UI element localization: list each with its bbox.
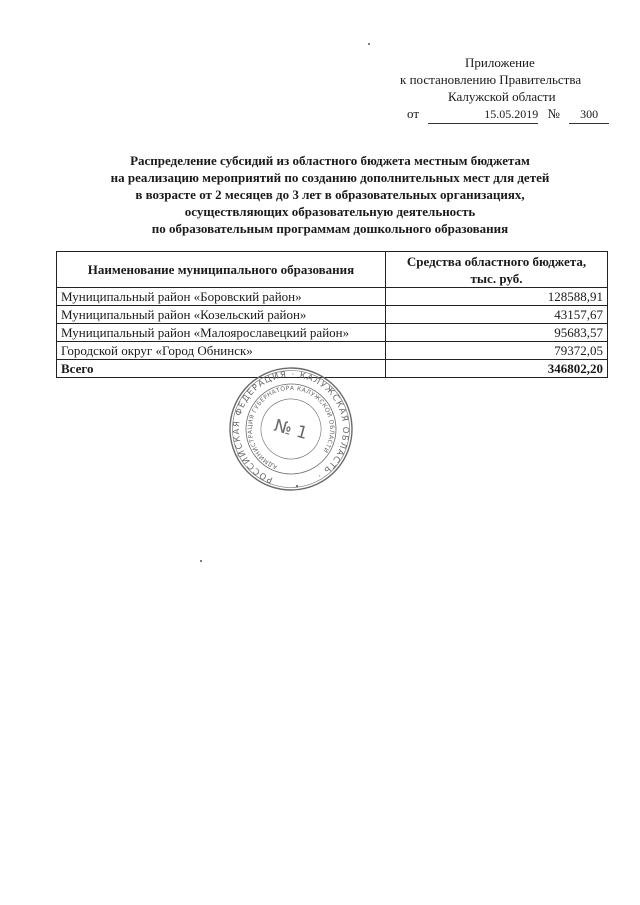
resolution-number: 300 [569,106,609,124]
seal-number: № 1 [271,415,310,445]
table-row [57,288,608,306]
total-value: 346802,20 [386,360,608,378]
column-header-funds-line-2: тыс. руб. [470,270,523,286]
subsidy-value: 95683,57 [386,324,608,342]
table-row [57,324,608,342]
municipality-name: Муниципальный район «Малоярославецкий район» [57,324,386,342]
official-seal [228,366,354,492]
table-header-row [57,252,608,288]
scan-speck [296,485,298,487]
table-row [57,306,608,324]
subsidy-value: 79372,05 [386,342,608,360]
document-title [60,152,600,237]
total-label: Всего [57,360,386,378]
seal-inner-text: АДМИНИСТРАЦИЯ ГУБЕРНАТОРА КАЛУЖСКОЙ ОБЛАСТИ [246,384,336,471]
subsidy-value: 43157,67 [386,306,608,324]
column-header-funds-line-1: Средства областного бюджета, [406,253,587,269]
from-label: от [407,106,420,121]
seal-outer-text: РОССИЙСКАЯ ФЕДЕРАЦИЯ · КАЛУЖСКАЯ ОБЛАСТЬ · [231,369,351,485]
municipality-name: Муниципальный район «Козельский район» [57,306,386,324]
resolution-date: 15.05.2019 [428,106,538,124]
resolution-label: к постановлению Правительства [400,72,582,87]
appendix-label: Приложение [465,55,535,70]
date-number-line [407,105,609,124]
title-line-3: в возрасте от 2 месяцев до 3 лет в образовательных организациях, [135,187,525,202]
region-label: Калужской области [448,89,556,104]
subsidy-value: 128588,91 [386,288,608,306]
scan-speck [368,43,370,45]
title-line-2: на реализацию мероприятий по созданию дополнительных мест для детей [110,170,550,185]
municipality-name: Муниципальный район «Боровский район» [57,288,386,306]
title-line-5: по образовательным программам дошкольного образования [151,221,509,236]
municipality-name: Городской округ «Город Обнинск» [57,342,386,360]
column-header-funds [386,252,608,288]
subsidy-table [56,251,608,378]
scan-speck [200,560,202,562]
column-header-municipality: Наименование муниципального образования [57,252,386,288]
number-label: № [547,106,560,121]
title-line-4: осуществляющих образовательную деятельность [184,204,476,219]
table-row [57,342,608,360]
title-line-1: Распределение субсидий из областного бюджета местным бюджетам [130,153,530,168]
